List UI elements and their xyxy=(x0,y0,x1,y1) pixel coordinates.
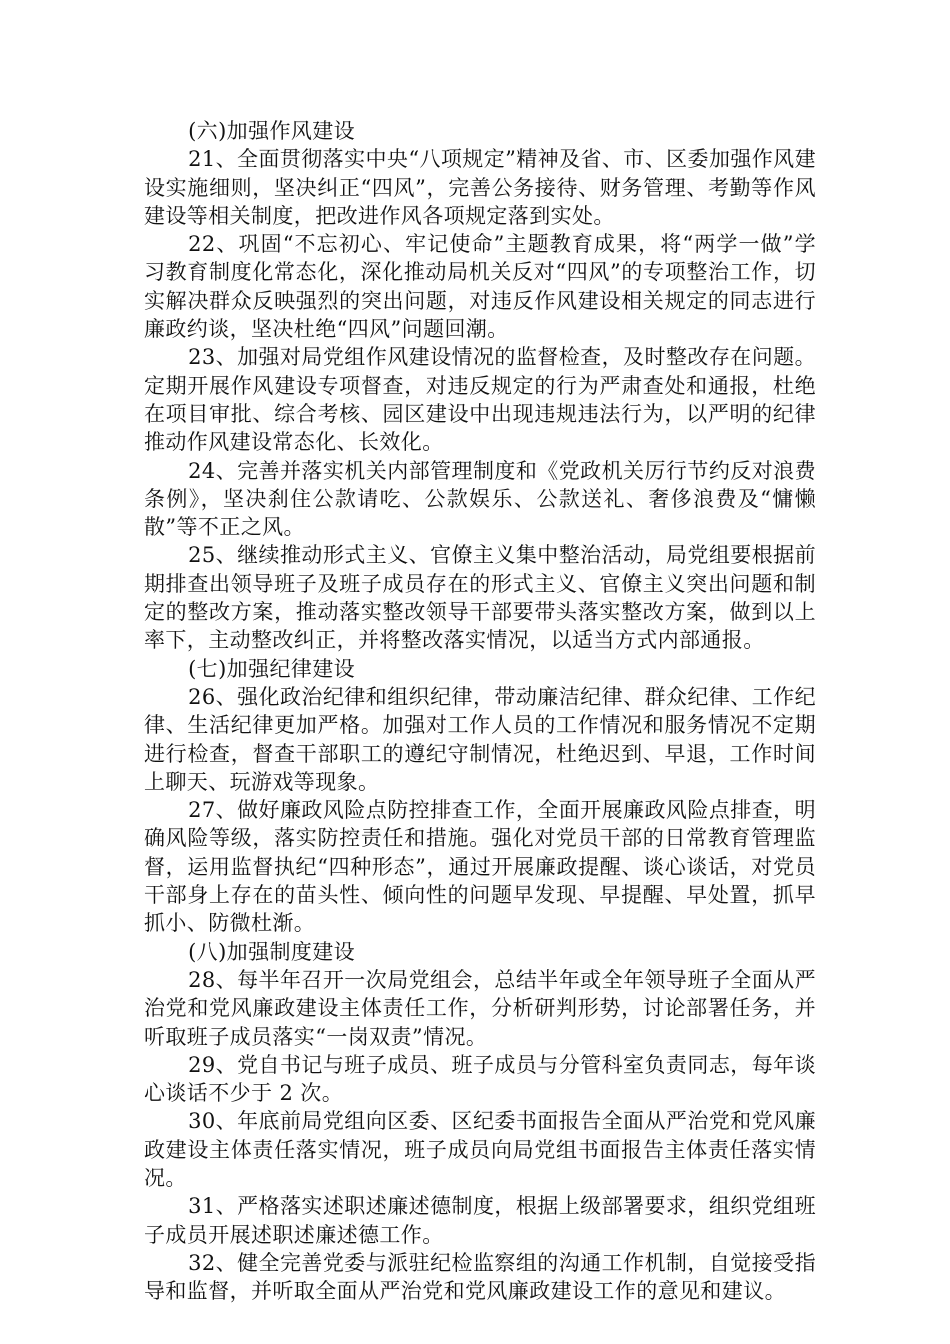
paragraph-26: 26、强化政治纪律和组织纪律，带动廉洁纪律、群众纪律、工作纪律、生活纪律更加严格。加强对工作人员的工作情况和服务情况不定期进行检查，督查干部职工的遵纪守制情况，杜绝迟到、早退，工作时间上聊天、玩游戏等现象。 xyxy=(144,684,816,794)
paragraph-32: 32、健全完善党委与派驻纪检监察组的沟通工作机制，自觉接受指导和监督，并听取全面从严治党和党风廉政建设工作的意见和建议。 xyxy=(144,1250,816,1304)
paragraph-23: 23、加强对局党组作风建设情况的监督检查，及时整改存在问题。定期开展作风建设专项督查，对违反规定的行为严肃查处和通报，杜绝在项目审批、综合考核、园区建设中出现违规违法行为，以严明的纪律推动作风建设常态化、长效化。 xyxy=(144,345,816,455)
paragraph-24: 24、完善并落实机关内部管理制度和《党政机关厉行节约反对浪费条例》，坚决刹住公款请吃、公款娱乐、公款送礼、奢侈浪费及“慵懒散”等不正之风。 xyxy=(144,458,816,540)
paragraph-30: 30、年底前局党组向区委、区纪委书面报告全面从严治党和党风廉政建设主体责任落实情况，班子成员向局党组书面报告主体责任落实情况。 xyxy=(144,1109,816,1190)
paragraph-22: 22、巩固“不忘初心、牢记使命”主题教育成果，将“两学一做”学习教育制度化常态化，深化推动局机关反对“四风”的专项整治工作，切实解决群众反映强烈的突出问题，对违反作风建设相关规定的同志进行廉政约谈，坚决杜绝“四风”问题回潮。 xyxy=(144,232,816,342)
paragraph-25: 25、继续推动形式主义、官僚主义集中整治活动，局党组要根据前期排查出领导班子及班子成员存在的形式主义、官僚主义突出问题和制定的整改方案，推动落实整改领导干部要带头落实整改方案，做到以上率下，主动整改纠正，并将整改落实情况，以适当方式内部通报。 xyxy=(144,543,816,653)
section-heading-8: (八)加强制度建设 xyxy=(188,939,356,964)
paragraph-28: 28、每半年召开一次局党组会，总结半年或全年领导班子全面从严治党和党风廉政建设主体责任工作，分析研判形势，讨论部署任务，并听取班子成员落实“一岗双责”情况。 xyxy=(144,967,816,1049)
paragraph-31: 31、严格落实述职述廉述德制度，根据上级部署要求，组织党组班子成员开展述职述廉述德工作。 xyxy=(144,1194,816,1247)
document-body xyxy=(144,117,816,1305)
paragraph-21: 21、全面贯彻落实中央“八项规定”精神及省、市、区委加强作风建设实施细则，坚决纠正“四风”，完善公务接待、财务管理、考勤等作风建设等相关制度，把改进作风各项规定落到实处。 xyxy=(144,147,816,228)
section-heading-6: (六)加强作风建设 xyxy=(188,119,356,143)
paragraph-27: 27、做好廉政风险点防控排查工作，全面开展廉政风险点排查，明确风险等级，落实防控责任和措施。强化对党员干部的日常教育管理监督，运用监督执纪“四种形态”，通过开展廉政提醒、谈心谈话，对党员干部身上存在的苗头性、倾向性的问题早发现、早提醒、早处置，抓早抓小、防微杜渐。 xyxy=(144,798,816,936)
paragraph-29: 29、党自书记与班子成员、班子成员与分管科室负责同志，每年谈心谈话不少于 2 次。 xyxy=(144,1052,816,1106)
section-heading-7: (七)加强纪律建设 xyxy=(188,656,356,681)
